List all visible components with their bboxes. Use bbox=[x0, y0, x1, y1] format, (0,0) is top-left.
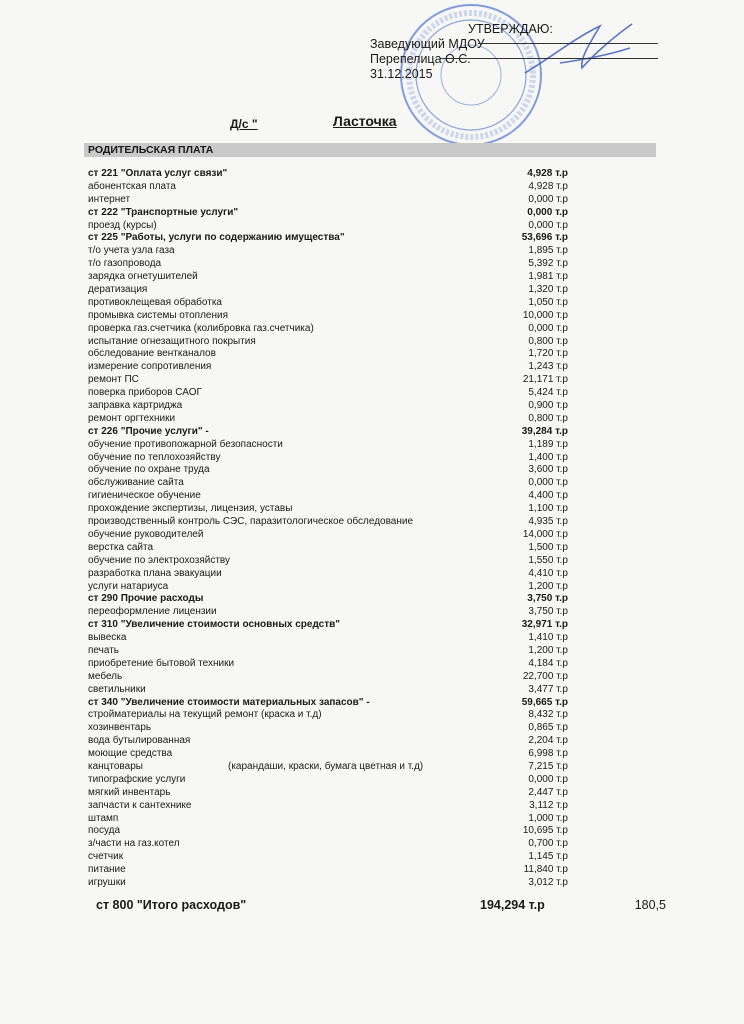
article-row bbox=[88, 619, 568, 632]
expense-row bbox=[88, 271, 568, 284]
row-amount: 4,935 т.р bbox=[528, 516, 568, 528]
row-amount: 0,000 т.р bbox=[528, 193, 568, 205]
expense-row bbox=[88, 581, 568, 594]
article-row bbox=[88, 697, 568, 710]
row-label: типографские услуги bbox=[88, 773, 186, 785]
row-label: мебель bbox=[88, 670, 123, 682]
expense-row bbox=[88, 220, 568, 233]
row-amount: 32,971 т.р bbox=[521, 619, 568, 631]
row-label: посуда bbox=[88, 825, 121, 837]
row-label: т/о учета узла газа bbox=[88, 245, 175, 257]
row-label: ремонт оргтехники bbox=[88, 412, 176, 424]
row-label: противоклещевая обработка bbox=[88, 296, 222, 308]
row-label: т/о газопровода bbox=[88, 258, 162, 270]
row-label: ст 222 "Транспортные услуги" bbox=[88, 206, 239, 218]
expense-row bbox=[88, 464, 568, 477]
total-row bbox=[96, 898, 666, 914]
row-amount: 3,750 т.р bbox=[528, 606, 568, 618]
total-label: ст 800 "Итого расходов" bbox=[96, 898, 247, 912]
row-amount: 2,447 т.р bbox=[528, 786, 568, 798]
row-label: ст 225 "Работы, услуги по содержанию имущества" bbox=[88, 232, 345, 244]
row-label: обслуживание сайта bbox=[88, 477, 184, 489]
expense-row bbox=[88, 568, 568, 581]
row-label: заправка картриджа bbox=[88, 400, 183, 412]
row-amount: 1,200 т.р bbox=[528, 644, 568, 656]
row-label: обучение по электрохозяйству bbox=[88, 554, 230, 566]
expense-row bbox=[88, 245, 568, 258]
expense-row bbox=[88, 529, 568, 542]
row-amount: 0,000 т.р bbox=[528, 219, 568, 231]
row-label: обучение по охране труда bbox=[88, 464, 210, 476]
section-title: РОДИТЕЛЬСКАЯ ПЛАТА bbox=[84, 143, 656, 157]
row-label: проверка газ.счетчика (колибровка газ.счетчика) bbox=[88, 322, 314, 334]
approval-name: Перепелица О.С. bbox=[370, 52, 471, 66]
row-label: ст 290 Прочие расходы bbox=[88, 593, 204, 605]
expense-row bbox=[88, 684, 568, 697]
expense-row bbox=[88, 761, 568, 774]
row-amount: 1,189 т.р bbox=[528, 438, 568, 450]
row-amount: 4,410 т.р bbox=[528, 567, 568, 579]
row-amount: 0,800 т.р bbox=[528, 412, 568, 424]
row-amount: 0,000 т.р bbox=[528, 773, 568, 785]
row-amount: 0,000 т.р bbox=[528, 477, 568, 489]
row-amount: 4,184 т.р bbox=[528, 657, 568, 669]
expense-row bbox=[88, 774, 568, 787]
row-label: обучение по теплохозяйству bbox=[88, 451, 221, 463]
row-amount: 21,171 т.р bbox=[522, 374, 568, 386]
row-label: питание bbox=[88, 864, 126, 876]
row-label: запчасти к сантехнике bbox=[88, 799, 192, 811]
row-amount: 3,600 т.р bbox=[528, 464, 568, 476]
row-amount: 5,424 т.р bbox=[528, 387, 568, 399]
row-amount: 3,477 т.р bbox=[528, 683, 568, 695]
row-amount: 10,000 т.р bbox=[522, 309, 568, 321]
row-amount: 10,695 т.р bbox=[522, 825, 568, 837]
row-amount: 39,284 т.р bbox=[521, 425, 568, 437]
expense-row bbox=[88, 490, 568, 503]
row-label: штамп bbox=[88, 812, 119, 824]
row-label: ремонт ПС bbox=[88, 374, 139, 386]
expense-row bbox=[88, 194, 568, 207]
expense-row bbox=[88, 709, 568, 722]
row-label: переоформление лицензии bbox=[88, 606, 217, 618]
row-label: обучение руководителей bbox=[88, 528, 204, 540]
row-amount: 4,400 т.р bbox=[528, 490, 568, 502]
ds-label: Д/с " bbox=[230, 117, 258, 131]
expense-row bbox=[88, 864, 568, 877]
expense-row bbox=[88, 877, 568, 890]
row-label: дератизация bbox=[88, 284, 148, 296]
row-amount: 0,865 т.р bbox=[528, 722, 568, 734]
expense-row bbox=[88, 284, 568, 297]
row-amount: 11,840 т.р bbox=[523, 864, 568, 876]
approval-position: Заведующий МДОУ bbox=[370, 37, 485, 51]
row-label: ст 226 "Прочие услуги" - bbox=[88, 425, 209, 437]
name-underline bbox=[440, 58, 658, 59]
ds-name: Ласточка bbox=[333, 113, 397, 129]
expense-row bbox=[88, 477, 568, 490]
expense-row bbox=[88, 387, 568, 400]
article-row bbox=[88, 426, 568, 439]
expense-row bbox=[88, 645, 568, 658]
row-label: обследование вентканалов bbox=[88, 348, 216, 360]
expense-row bbox=[88, 181, 568, 194]
expense-row bbox=[88, 516, 568, 529]
row-label: канцтовары bbox=[88, 760, 143, 772]
row-label: ст 310 "Увеличение стоимости основных средств" bbox=[88, 619, 341, 631]
row-amount: 6,998 т.р bbox=[528, 748, 568, 760]
expense-row bbox=[88, 851, 568, 864]
article-row bbox=[88, 168, 568, 181]
row-label: счетчик bbox=[88, 851, 124, 863]
row-label: обучение противопожарной безопасности bbox=[88, 438, 283, 450]
expense-row bbox=[88, 722, 568, 735]
row-amount: 1,243 т.р bbox=[528, 361, 568, 373]
expense-row bbox=[88, 503, 568, 516]
approval-block bbox=[370, 22, 553, 82]
row-amount: 4,928 т.р bbox=[527, 168, 568, 179]
expense-row bbox=[88, 452, 568, 465]
row-amount: 7,215 т.р bbox=[528, 760, 568, 772]
expense-row bbox=[88, 400, 568, 413]
expense-row bbox=[88, 374, 568, 387]
expense-row bbox=[88, 439, 568, 452]
row-amount: 1,200 т.р bbox=[528, 580, 568, 592]
row-amount: 1,320 т.р bbox=[528, 284, 568, 296]
expense-row bbox=[88, 658, 568, 671]
expense-row bbox=[88, 348, 568, 361]
row-amount: 53,696 т.р bbox=[521, 232, 568, 244]
row-label: стройматериалы на текущий ремонт (краска и т.д) bbox=[88, 709, 322, 721]
row-amount: 1,100 т.р bbox=[528, 503, 568, 515]
row-label: вода бутылированная bbox=[88, 735, 191, 747]
row-amount: 1,410 т.р bbox=[528, 632, 568, 644]
expense-row bbox=[88, 361, 568, 374]
row-label: приобретение бытовой техники bbox=[88, 657, 235, 669]
expense-row bbox=[88, 825, 568, 838]
row-amount: 1,050 т.р bbox=[528, 296, 568, 308]
row-amount: 1,000 т.р bbox=[528, 812, 568, 824]
row-amount: 3,112 т.р bbox=[529, 799, 568, 811]
row-amount: 2,204 т.р bbox=[528, 735, 568, 747]
row-label: интернет bbox=[88, 193, 131, 205]
expense-list bbox=[88, 168, 568, 890]
expense-row bbox=[88, 735, 568, 748]
row-label: проезд (курсы) bbox=[88, 219, 157, 231]
expense-row bbox=[88, 838, 568, 851]
row-amount: 1,145 т.р bbox=[528, 851, 568, 863]
expense-row bbox=[88, 800, 568, 813]
row-label: з/части на газ.котел bbox=[88, 838, 180, 850]
row-amount: 3,750 т.р bbox=[527, 593, 568, 605]
row-note: (карандаши, краски, бумага цветная и т.д) bbox=[228, 760, 424, 772]
row-label: промывка системы отопления bbox=[88, 309, 229, 321]
row-label: производственный контроль СЭС, паразитологическое обследование bbox=[88, 516, 414, 528]
expense-row bbox=[88, 671, 568, 684]
total-amount: 194,294 т.р bbox=[480, 898, 545, 912]
row-amount: 1,400 т.р bbox=[528, 451, 568, 463]
row-amount: 1,981 т.р bbox=[528, 271, 568, 283]
expense-row bbox=[88, 787, 568, 800]
row-amount: 0,800 т.р bbox=[528, 335, 568, 347]
row-amount: 0,000 т.р bbox=[527, 206, 568, 218]
row-label: ст 340 "Увеличение стоимости материальных запасов" - bbox=[88, 696, 370, 708]
row-amount: 1,550 т.р bbox=[528, 554, 568, 566]
row-label: ст 221 "Оплата услуг связи" bbox=[88, 168, 228, 179]
expense-row bbox=[88, 748, 568, 761]
expense-row bbox=[88, 542, 568, 555]
expense-row bbox=[88, 632, 568, 645]
signature-line bbox=[478, 43, 658, 44]
article-row bbox=[88, 207, 568, 220]
expense-row bbox=[88, 310, 568, 323]
row-amount: 1,720 т.р bbox=[528, 348, 568, 360]
row-label: вывеска bbox=[88, 632, 127, 644]
expense-row bbox=[88, 323, 568, 336]
approval-title: УТВЕРЖДАЮ: bbox=[468, 22, 553, 36]
row-label: испытание огнезащитного покрытия bbox=[88, 335, 256, 347]
expense-row bbox=[88, 297, 568, 310]
row-amount: 0,700 т.р bbox=[528, 838, 568, 850]
approval-date: 31.12.2015 bbox=[370, 67, 433, 81]
row-amount: 3,012 т.р bbox=[528, 876, 568, 888]
expense-row bbox=[88, 258, 568, 271]
row-label: разработка плана эвакуации bbox=[88, 567, 222, 579]
row-label: моющие средства bbox=[88, 748, 173, 760]
row-amount: 22,700 т.р bbox=[522, 670, 568, 682]
row-label: услуги натариуса bbox=[88, 580, 169, 592]
row-label: гигиеническое обучение bbox=[88, 490, 201, 502]
expense-row bbox=[88, 606, 568, 619]
expense-row bbox=[88, 413, 568, 426]
row-label: игрушки bbox=[88, 876, 126, 888]
row-amount: 1,895 т.р bbox=[528, 245, 568, 257]
row-label: светильники bbox=[88, 683, 146, 695]
article-row bbox=[88, 232, 568, 245]
row-label: хозинвентарь bbox=[88, 722, 152, 734]
expense-row bbox=[88, 555, 568, 568]
row-label: зарядка огнетушителей bbox=[88, 271, 198, 283]
row-label: печать bbox=[88, 644, 119, 656]
expense-row bbox=[88, 336, 568, 349]
row-label: мягкий инвентарь bbox=[88, 786, 171, 798]
row-label: прохождение экспертизы, лицензия, уставы bbox=[88, 503, 293, 515]
row-amount: 59,665 т.р bbox=[521, 696, 568, 708]
row-amount: 8,432 т.р bbox=[528, 709, 568, 721]
row-amount: 5,392 т.р bbox=[528, 258, 568, 270]
row-label: измерение сопротивления bbox=[88, 361, 212, 373]
row-amount: 4,928 т.р bbox=[528, 180, 568, 192]
row-label: верстка сайта bbox=[88, 541, 154, 553]
row-label: абонентская плата bbox=[88, 180, 176, 192]
total-extra: 180,5 bbox=[634, 898, 666, 912]
row-amount: 0,000 т.р bbox=[528, 322, 568, 334]
row-amount: 1,500 т.р bbox=[528, 541, 568, 553]
article-row bbox=[88, 593, 568, 606]
expense-row bbox=[88, 813, 568, 826]
row-amount: 0,900 т.р bbox=[528, 400, 568, 412]
row-amount: 14,000 т.р bbox=[522, 528, 568, 540]
row-label: поверка приборов САОГ bbox=[88, 387, 202, 399]
